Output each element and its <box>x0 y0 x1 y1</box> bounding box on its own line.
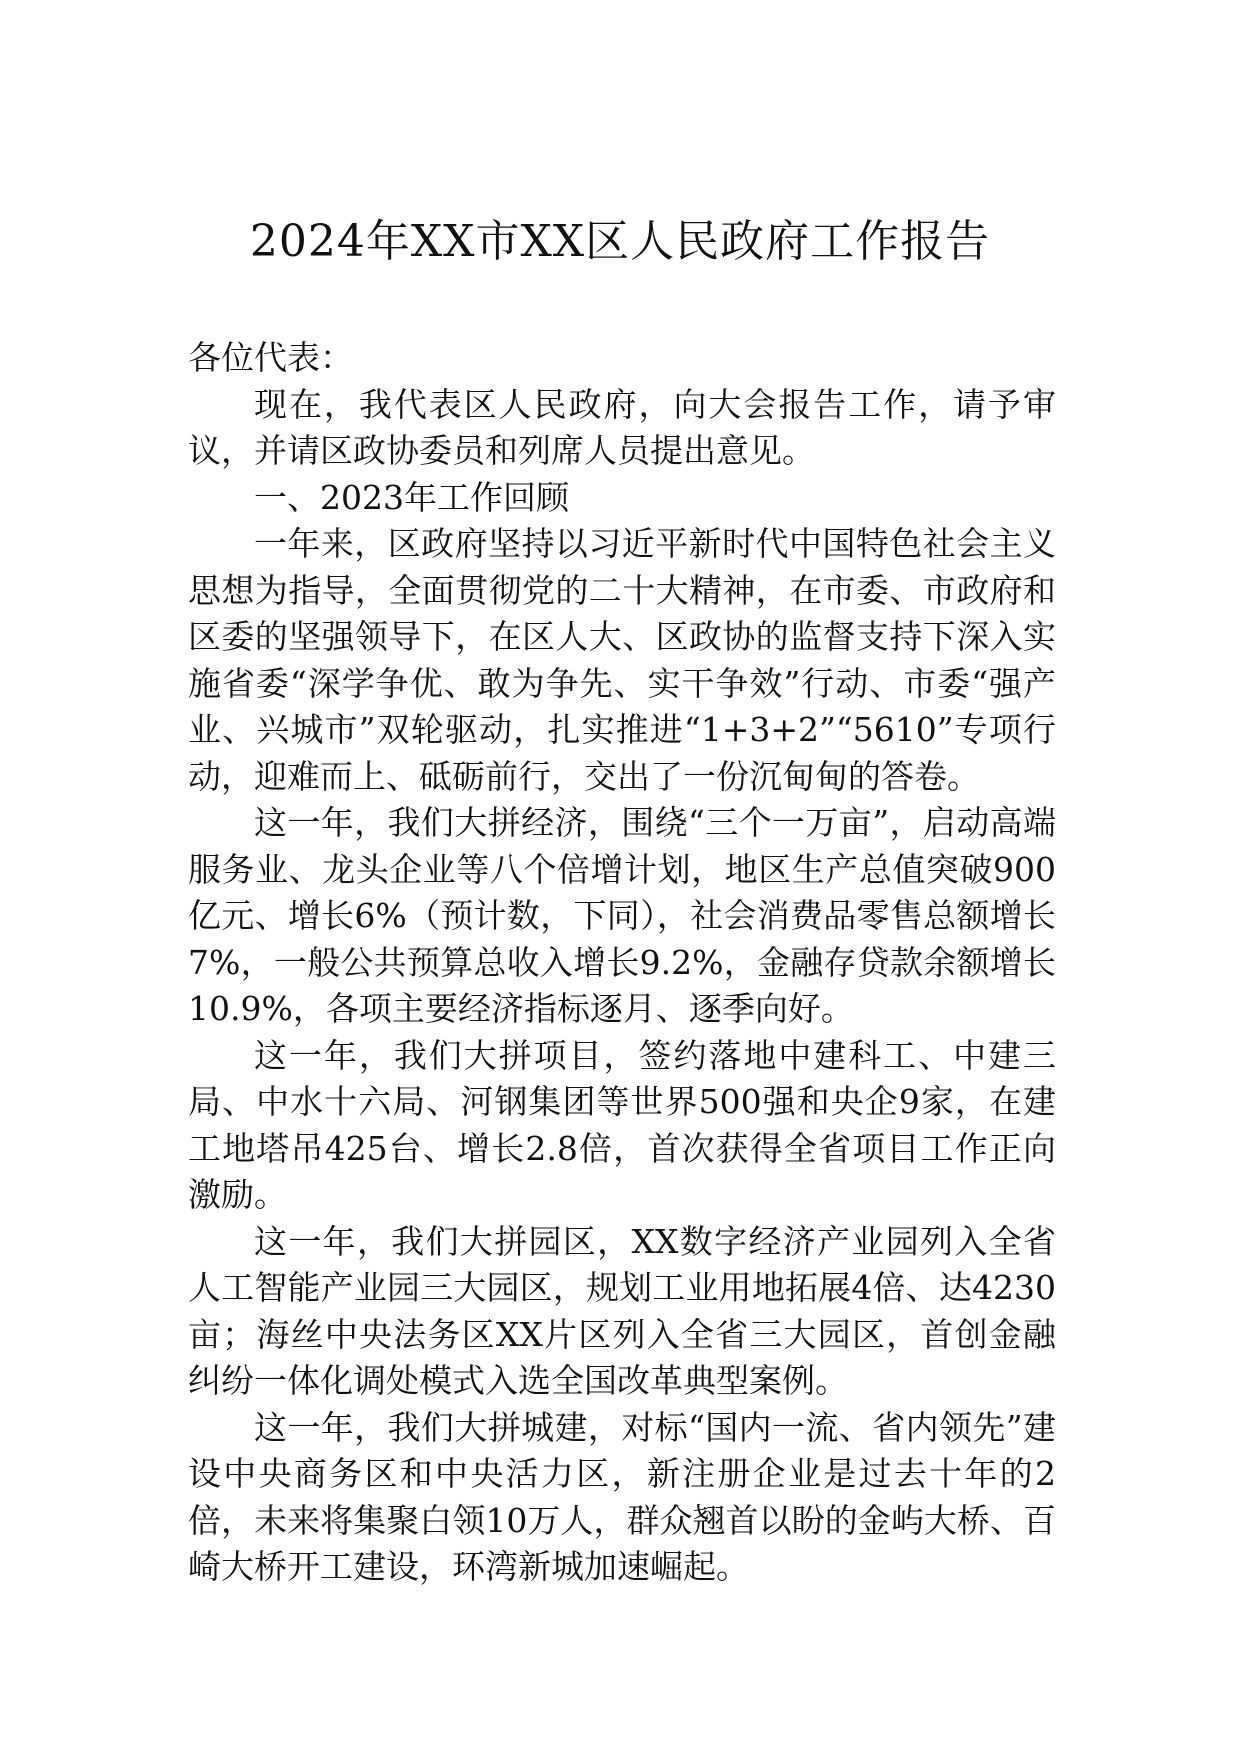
document-title: 2024年XX市XX区人民政府工作报告 <box>249 216 991 267</box>
paragraph-parks: 这一年，我们大拼园区，XX数字经济产业园列入全省人工智能产业园三大园区，规划工业用地拓展4倍、达4230亩；海丝中央法务区XX片区列入全省三大园区，首创金融纠纷一体化调处模式入选全国改革典型案例。 <box>188 1221 1056 1400</box>
paragraph-urban-construction: 这一年，我们大拼城建，对标“国内一流、省内领先”建设中央商务区和中央活力区，新注册企业是过去十年的2倍，未来将集聚白领10万人，群众翘首以盼的金屿大桥、百崎大桥开工建设，环湾新城加速崛起。 <box>188 1407 1056 1586</box>
paragraph-projects: 这一年，我们大拼项目，签约落地中建科工、中建三局、中水十六局、河钢集团等世界500强和央企9家，在建工地塔吊425台、增长2.8倍，首次获得全省项目工作正向激励。 <box>188 1035 1056 1214</box>
salutation: 各位代表： <box>188 338 353 377</box>
paragraph-overview: 一年来，区政府坚持以习近平新时代中国特色社会主义思想为指导，全面贯彻党的二十大精神，在市委、市政府和区委的坚强领导下，在区人大、区政协的监督支持下深入实施省委“深学争优、敢为争先、实干争效”行动、市委“强产业、兴城市”双轮驱动，扎实推进“1+3+2”“5610”专项行动，迎难而上、砥砺前行，交出了一份沉甸甸的答卷。 <box>188 524 1056 796</box>
paragraph-intro: 现在，我代表区人民政府，向大会报告工作，请予审议，并请区政协委员和列席人员提出意见。 <box>188 384 1056 470</box>
paragraph-economy: 这一年，我们大拼经济，围绕“三个一万亩”，启动高端服务业、龙头企业等八个倍增计划，地区生产总值突破900亿元、增长6%（预计数，下同），社会消费品零售总额增长7%，一般公共预算总收入增长9.2%，金融存贷款余额增长10.9%，各项主要经济指标逐月、逐季向好。 <box>188 803 1056 1028</box>
document-body <box>188 335 1056 1591</box>
section-heading: 一、2023年工作回顾 <box>254 477 569 517</box>
